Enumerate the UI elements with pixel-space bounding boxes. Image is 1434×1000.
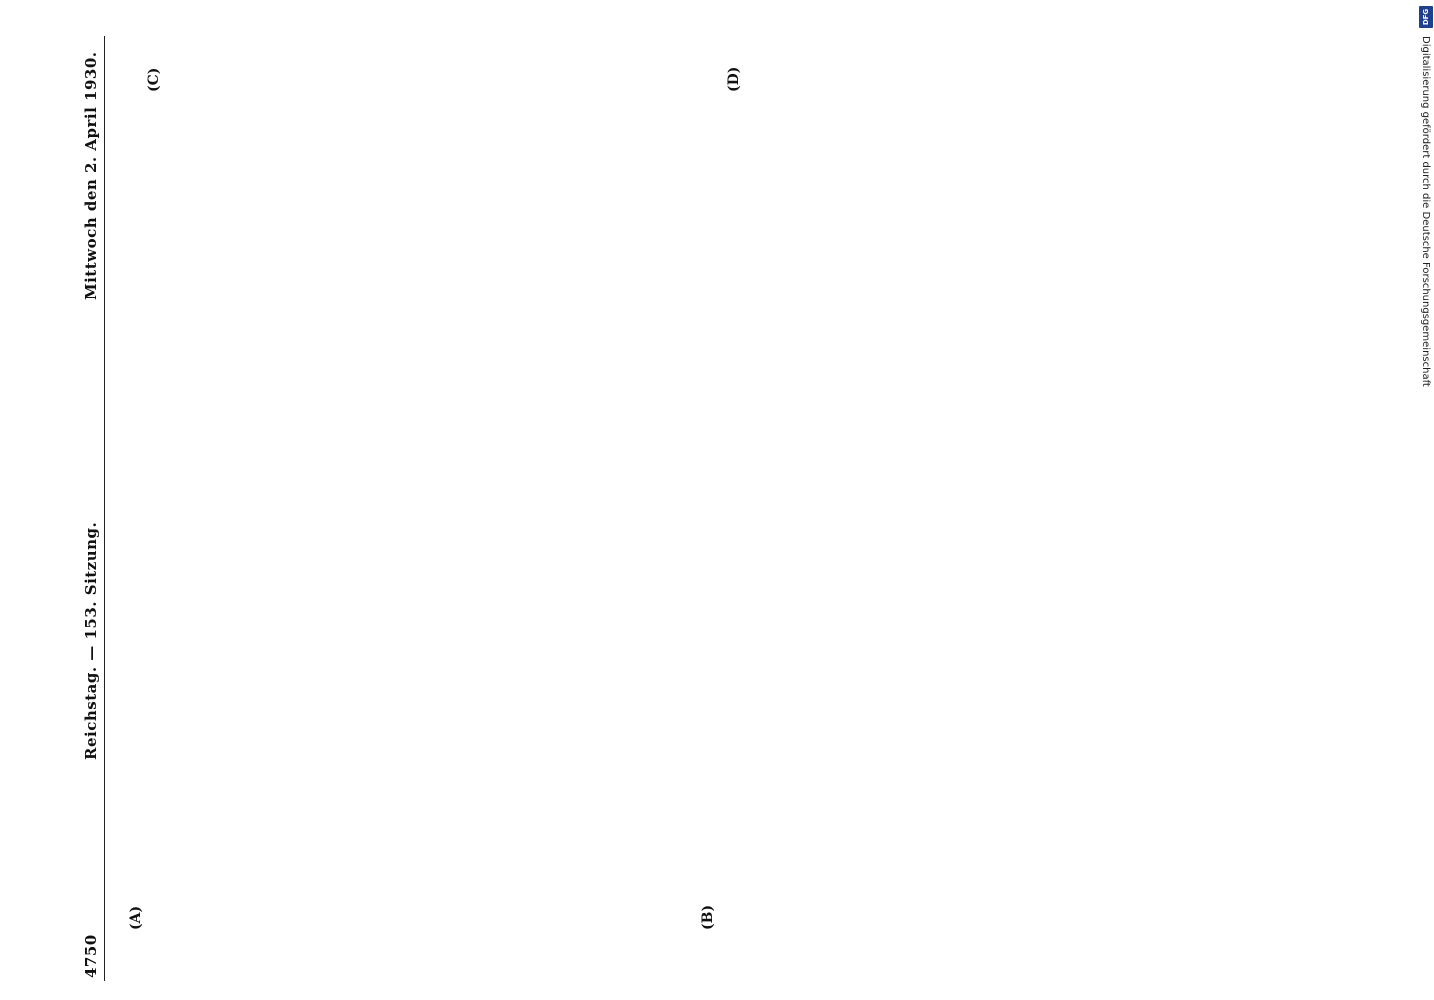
dfg-logo-text: DFG xyxy=(1422,8,1430,26)
digitization-note: Digitalisierung gefördert durch die Deutsche Forschungsgemeinschaft xyxy=(1420,36,1431,387)
text-column-right xyxy=(104,40,1279,510)
session-title: Reichstag. — 153. Sitzung. xyxy=(82,521,100,760)
page-number: 4750 xyxy=(82,934,100,978)
text-column-left xyxy=(104,516,1279,986)
dfg-logo xyxy=(1419,6,1433,28)
digitization-sidebar xyxy=(1418,0,1434,1000)
margin-letter-b: (B) xyxy=(700,904,716,930)
margin-letter-c: (C) xyxy=(146,67,162,92)
margin-letter-a: (A) xyxy=(128,905,144,930)
date-title: Mittwoch den 2. April 1930. xyxy=(82,51,100,300)
margin-letter-d: (D) xyxy=(726,66,742,92)
